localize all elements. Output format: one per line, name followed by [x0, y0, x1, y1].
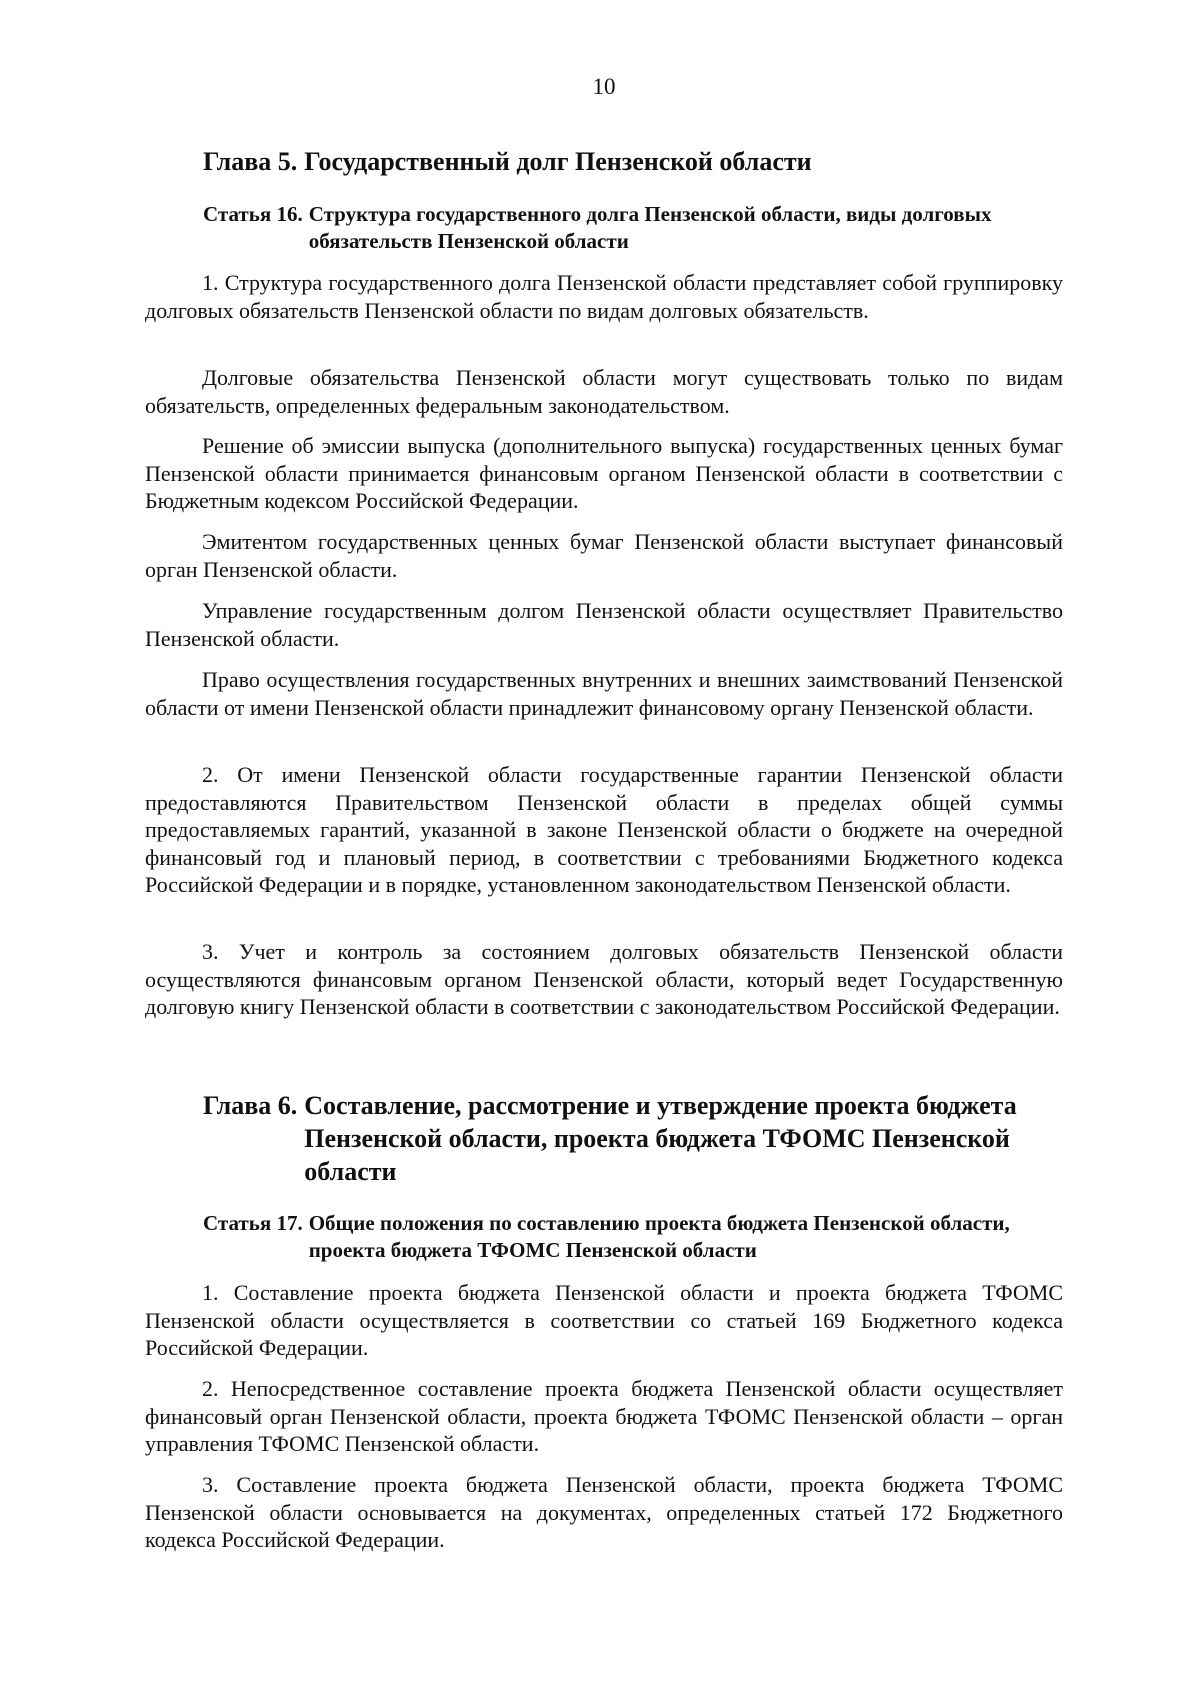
chapter-5-heading [203, 145, 1063, 178]
paragraph: Решение об эмиссии выпуска (дополнительного выпуска) государственных ценных бумаг Пензенской области принимается финансовым органом Пензенской области в соответствии с Бюджетным кодексом Российской Федерации. [145, 433, 1063, 513]
chapter-6-heading [203, 1089, 1063, 1188]
page-number: 10 [592, 74, 616, 99]
paragraph: Эмитентом государственных ценных бумаг Пензенской области выступает финансовый орган Пензенской области. [145, 529, 1063, 582]
chapter-title: Государственный долг Пензенской области [304, 147, 812, 176]
article-number: Статья 17. [203, 1211, 303, 1235]
chapter-title: Составление, рассмотрение и утверждение проекта бюджета Пензенской области, проекта бюджета ТФОМС Пензенской области [304, 1091, 1017, 1186]
article-title: Общие положения по составлению проекта бюджета Пензенской области, проекта бюджета ТФОМС Пензенской области [308, 1211, 1010, 1262]
paragraph: 1. Структура государственного долга Пензенской области представляет собой группировку долговых обязательств Пензенской области по видам долговых обязательств. [145, 270, 1063, 323]
paragraph: 3. Учет и контроль за состоянием долговых обязательств Пензенской области осуществляются финансовым органом Пензенской области, который ведет Государственную долговую книгу Пензенской области в соответствии с законодательством Российской Федерации. [145, 939, 1063, 1019]
chapter-number: Глава 5. [203, 147, 298, 176]
paragraph: 3. Составление проекта бюджета Пензенской области, проекта бюджета ТФОМС Пензенской области основывается на документах, определенных статьей 172 Бюджетного кодекса Российской Федерации. [145, 1472, 1063, 1552]
paragraph: Долговые обязательства Пензенской области могут существовать только по видам обязательств, определенных федеральным законодательством. [145, 365, 1063, 418]
paragraph: Право осуществления государственных внутренних и внешних заимствований Пензенской области от имени Пензенской области принадлежит финансовому органу Пензенской области. [145, 667, 1063, 720]
paragraph: 2. Непосредственное составление проекта бюджета Пензенской области осуществляет финансовый орган Пензенской области, проекта бюджета ТФОМС Пензенской области – орган управления ТФОМС Пензенской области. [145, 1376, 1063, 1456]
article-16-heading [203, 201, 1003, 255]
paragraph: 2. От имени Пензенской области государственные гарантии Пензенской области предоставляются Правительством Пензенской области в пределах общей суммы предоставляемых гарантий, указанной в законе Пензенской области о бюджете на очередной финансовый год и плановый период, в соответствии с требованиями Бюджетного кодекса Российской Федерации и в порядке, установленном законодательством Пензенской области. [145, 762, 1063, 897]
article-17-heading [203, 1210, 1063, 1264]
paragraph: Управление государственным долгом Пензенской области осуществляет Правительство Пензенской области. [145, 598, 1063, 651]
chapter-number: Глава 6. [203, 1091, 298, 1120]
article-number: Статья 16. [203, 202, 303, 226]
article-title: Структура государственного долга Пензенской области, виды долговых обязательств Пензенской области [308, 202, 992, 253]
paragraph: 1. Составление проекта бюджета Пензенской области и проекта бюджета ТФОМС Пензенской области осуществляется в соответствии со статьей 169 Бюджетного кодекса Российской Федерации. [145, 1280, 1063, 1360]
